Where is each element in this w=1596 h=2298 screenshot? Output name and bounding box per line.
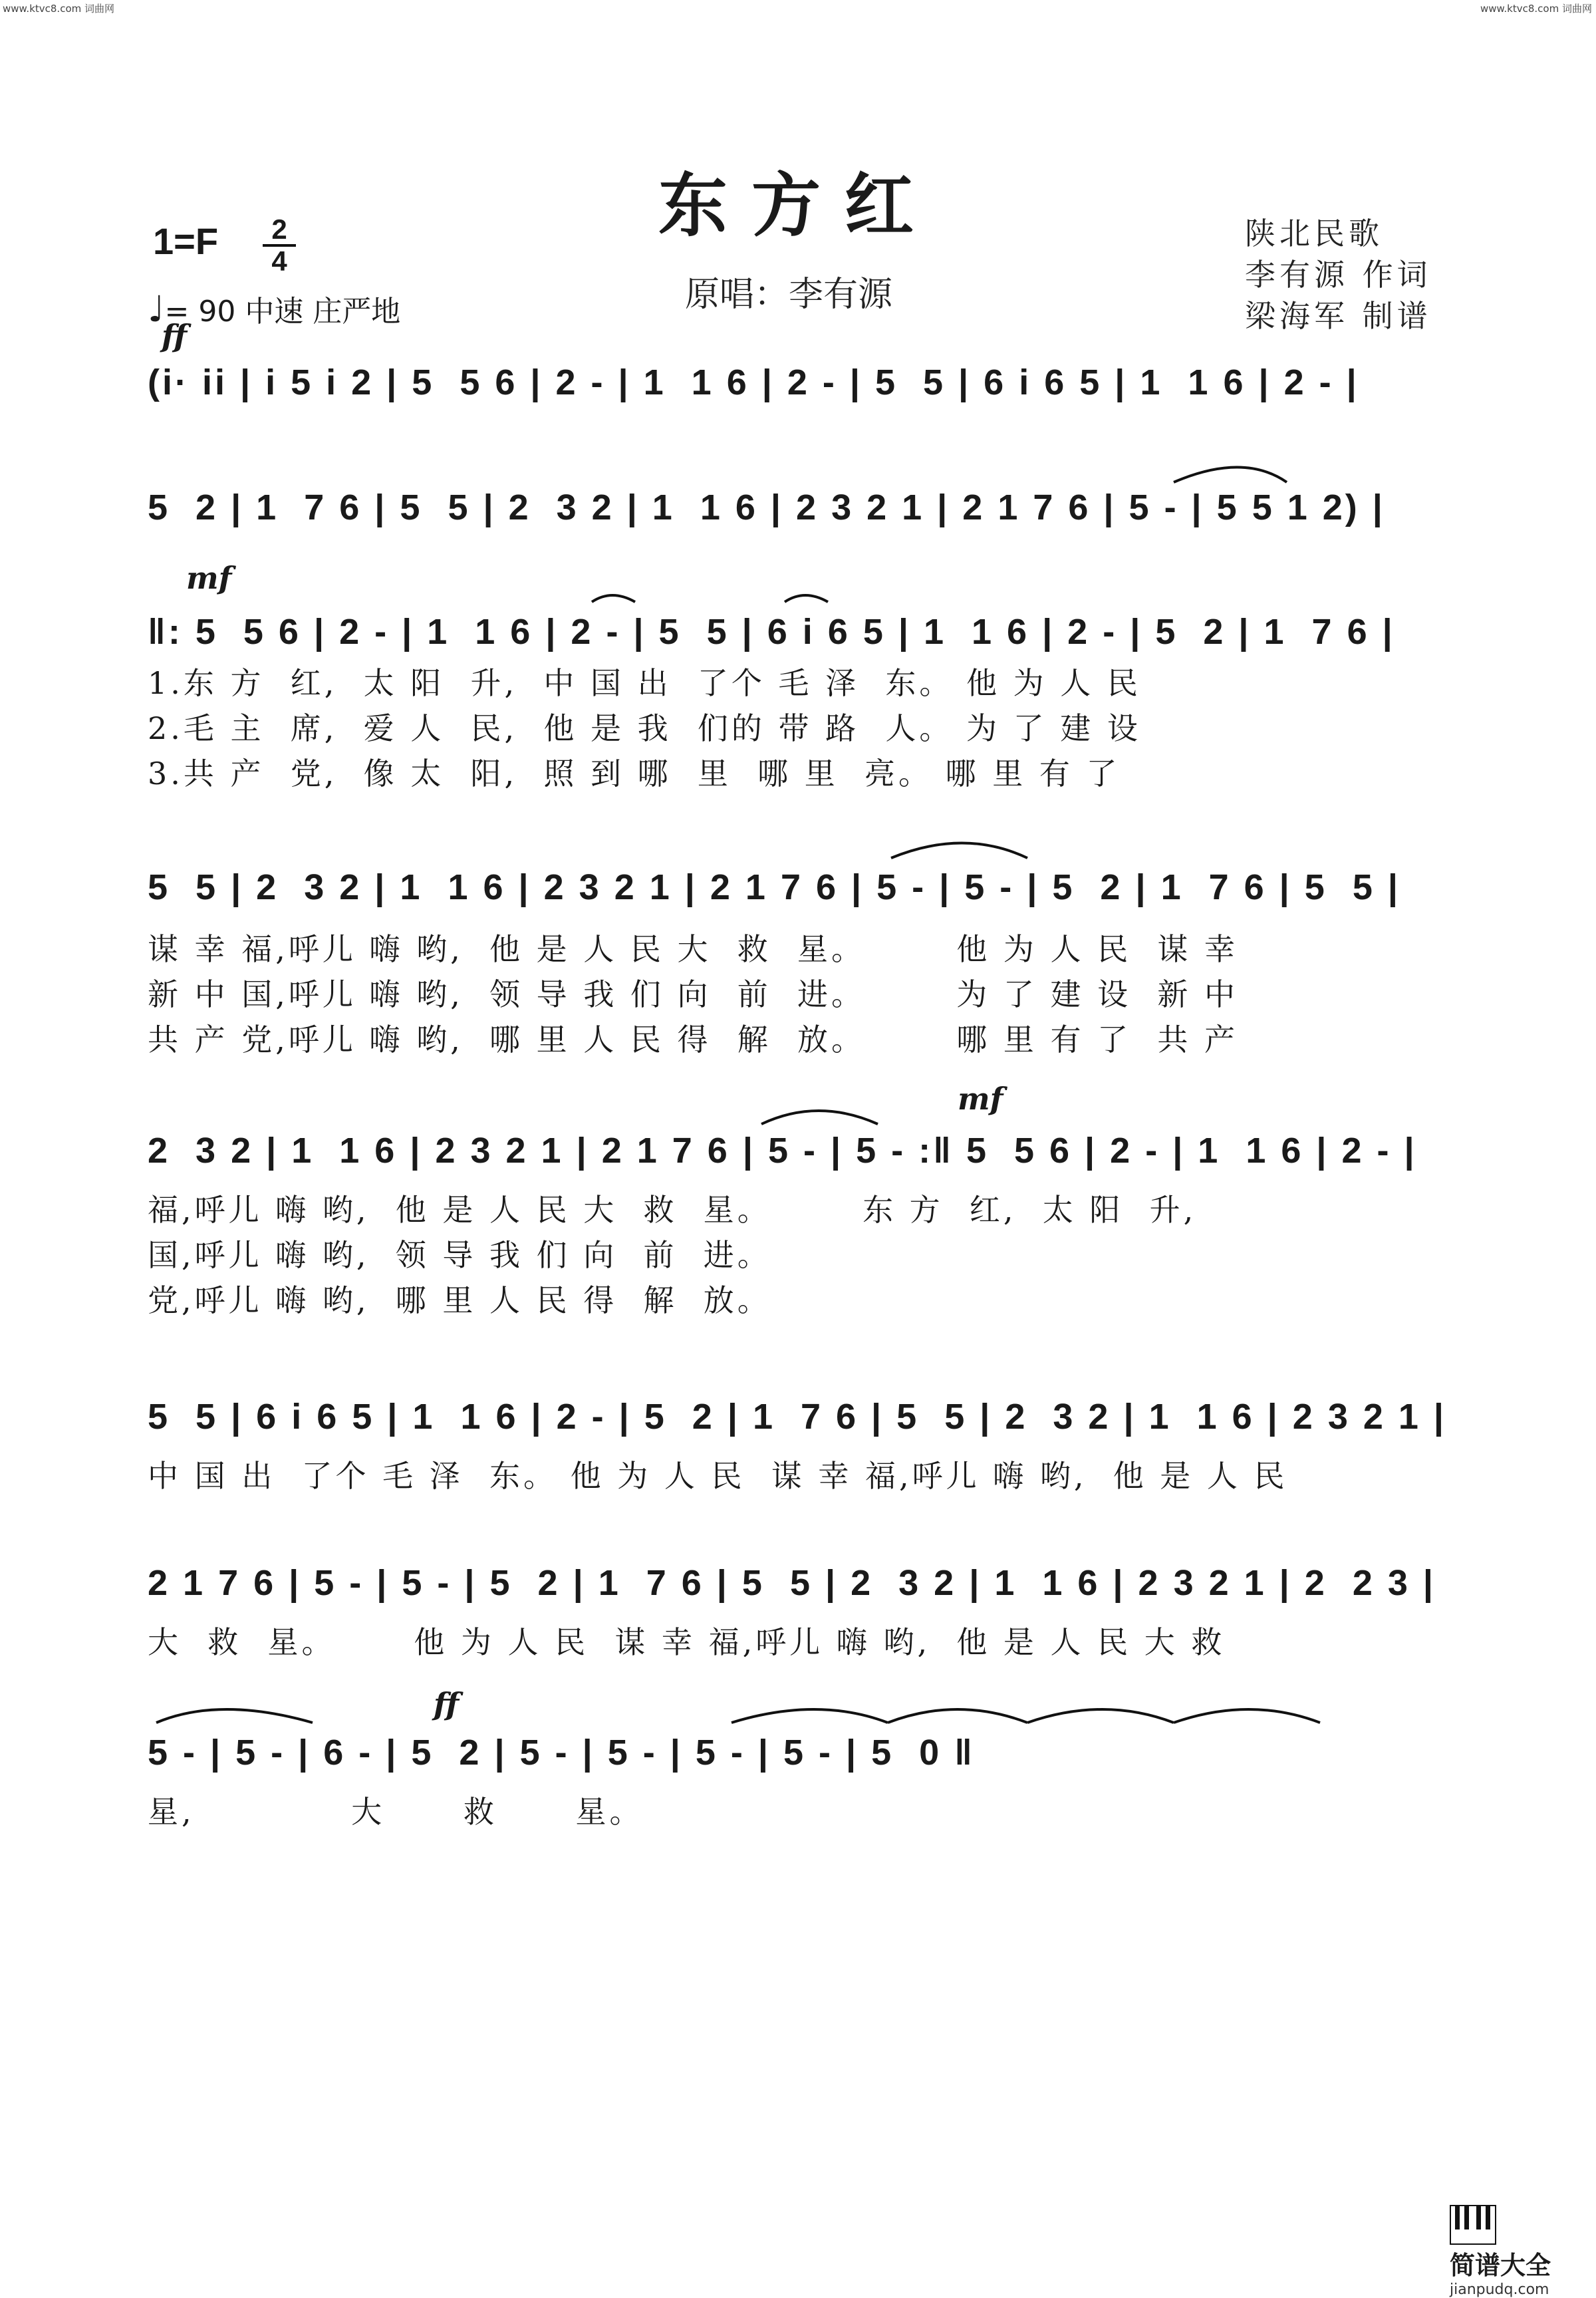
tie-row8-a xyxy=(156,1709,313,1723)
score-row-5-notes: 2 3 2 | 1 1 6 | 2 3 2 1 | 2 1 7 6 | 5 - | 5 - :‖ 5 5 6 | 2 - | 1 1 6 | 2 - | xyxy=(148,1131,1417,1171)
score-row-7-notes: 2 1 7 6 | 5 - | 5 - | 5 2 | 1 7 6 | 5 5 | 2 3 2 | 1 1 6 | 2 3 2 1 | 2 2 3 | xyxy=(148,1563,1436,1603)
time-signature-bottom: 4 xyxy=(271,245,287,277)
score-row-5-lyric-1: 福,呼儿 嗨 哟, 他 是 人 民 大 救 星。 东 方 红, 太 阳 升, xyxy=(148,1192,1197,1228)
song-title: 东方红 xyxy=(658,164,938,246)
logo-name: 简谱大全 xyxy=(1450,2251,1551,2280)
score-row-8-lyric-1: 星, 大 救 星。 xyxy=(148,1794,644,1830)
tempo-text: = 90 中速 庄严地 xyxy=(164,295,401,329)
tie-row8-c xyxy=(888,1709,1027,1723)
score-row-4-lyric-1: 谋 幸 福,呼儿 嗨 哟, 他 是 人 民 大 救 星。 他 为 人 民 谋 幸 xyxy=(148,931,1239,967)
header-url-right[interactable]: www.ktvc8.com 词曲网 xyxy=(1480,3,1592,15)
dynamic-ff-ending: ff xyxy=(434,1686,460,1722)
slur-row3-b xyxy=(785,595,828,602)
score-row-4-notes: 5 5 | 2 3 2 | 1 1 6 | 2 3 2 1 | 2 1 7 6 | 5 - | 5 - | 5 2 | 1 7 6 | 5 5 | xyxy=(148,867,1400,907)
dynamic-mf-verse: mf xyxy=(186,560,232,596)
score-row-2-notes: 5 2 | 1 7 6 | 5 5 | 2 3 2 | 1 1 6 | 2 3 2 1 | 2 1 7 6 | 5 - | 5 5 1 2) | xyxy=(148,488,1385,527)
tie-row8-d xyxy=(1027,1709,1174,1723)
slur-row4 xyxy=(891,843,1027,859)
score-row-1-notes: (i· ii | i 5 i 2 | 5 5 6 | 2 - | 1 1 6 | 2 - | 5 5 | 6 i 6 5 | 1 1 6 | 2 - | xyxy=(148,362,1359,402)
dynamic-mf-chorus: mf xyxy=(958,1081,1003,1117)
score-row-5-lyric-3: 党,呼儿 嗨 哟, 哪 里 人 民 得 解 放。 xyxy=(148,1282,771,1318)
original-singer: 原唱：李有源 xyxy=(685,275,893,315)
tie-row8-e xyxy=(1174,1709,1320,1723)
score-row-8-notes: 5 - | 5 - | 6 - | 5 2 | 5 - | 5 - | 5 - | 5 - | 5 0 ‖ xyxy=(148,1733,976,1773)
credit-arranger: 梁海军 制谱 xyxy=(1245,298,1432,334)
slur-row2 xyxy=(1174,468,1287,483)
slur-row3-a xyxy=(592,595,635,602)
score-row-6-lyric-1: 中 国 出 了个 毛 泽 东。 他 为 人 民 谋 幸 福,呼儿 嗨 哟, 他 是 人 民 xyxy=(148,1458,1288,1494)
score-row-4-lyric-3: 共 产 党,呼儿 嗨 哟, 哪 里 人 民 得 解 放。 哪 里 有 了 共 产 xyxy=(148,1022,1239,1058)
score-row-3-notes: ‖: 5 5 6 | 2 - | 1 1 6 | 2 - | 5 5 | 6 i 6 5 | 1 1 6 | 2 - | 5 2 | 1 7 6 | xyxy=(148,612,1395,652)
score-row-4-lyric-2: 新 中 国,呼儿 嗨 哟, 领 导 我 们 向 前 进。 为 了 建 设 新 中 xyxy=(148,976,1239,1012)
dynamic-ff-intro: ff xyxy=(162,318,188,354)
quarter-note-icon: ♩ xyxy=(148,288,165,330)
credit-origin: 陕北民歌 xyxy=(1245,215,1383,251)
key-signature: 1=F xyxy=(153,220,219,262)
score-row-7-lyric-1: 大 救 星。 他 为 人 民 谋 幸 福,呼儿 嗨 哟, 他 是 人 民 大 救 xyxy=(148,1624,1226,1660)
score-row-5-lyric-2: 国,呼儿 嗨 哟, 领 导 我 们 向 前 进。 xyxy=(148,1237,771,1273)
time-signature-top: 2 xyxy=(271,214,287,245)
score-row-3-lyric-3: 3.共 产 党, 像 太 阳, 照 到 哪 里 哪 里 亮。 哪 里 有 了 xyxy=(148,756,1121,791)
score-row-3-lyric-2: 2.毛 主 席, 爱 人 民, 他 是 我 们的 带 路 人。 为 了 建 设 xyxy=(148,710,1141,746)
slur-row5 xyxy=(761,1111,878,1124)
site-logo[interactable] xyxy=(1450,2205,1596,2298)
tie-row8-b xyxy=(732,1709,888,1723)
logo-site: jianpudq.com xyxy=(1450,2281,1549,2298)
piano-keys-icon xyxy=(1450,2205,1496,2245)
score-row-3-lyric-1: 1.东 方 红, 太 阳 升, 中 国 出 了个 毛 泽 东。 他 为 人 民 xyxy=(148,665,1141,701)
score-row-6-notes: 5 5 | 6 i 6 5 | 1 1 6 | 2 - | 5 2 | 1 7 6 | 5 5 | 2 3 2 | 1 1 6 | 2 3 2 1 | xyxy=(148,1397,1447,1437)
credit-lyricist: 李有源 作词 xyxy=(1245,257,1432,293)
header-url-left[interactable]: www.ktvc8.com 词曲网 xyxy=(3,3,115,15)
